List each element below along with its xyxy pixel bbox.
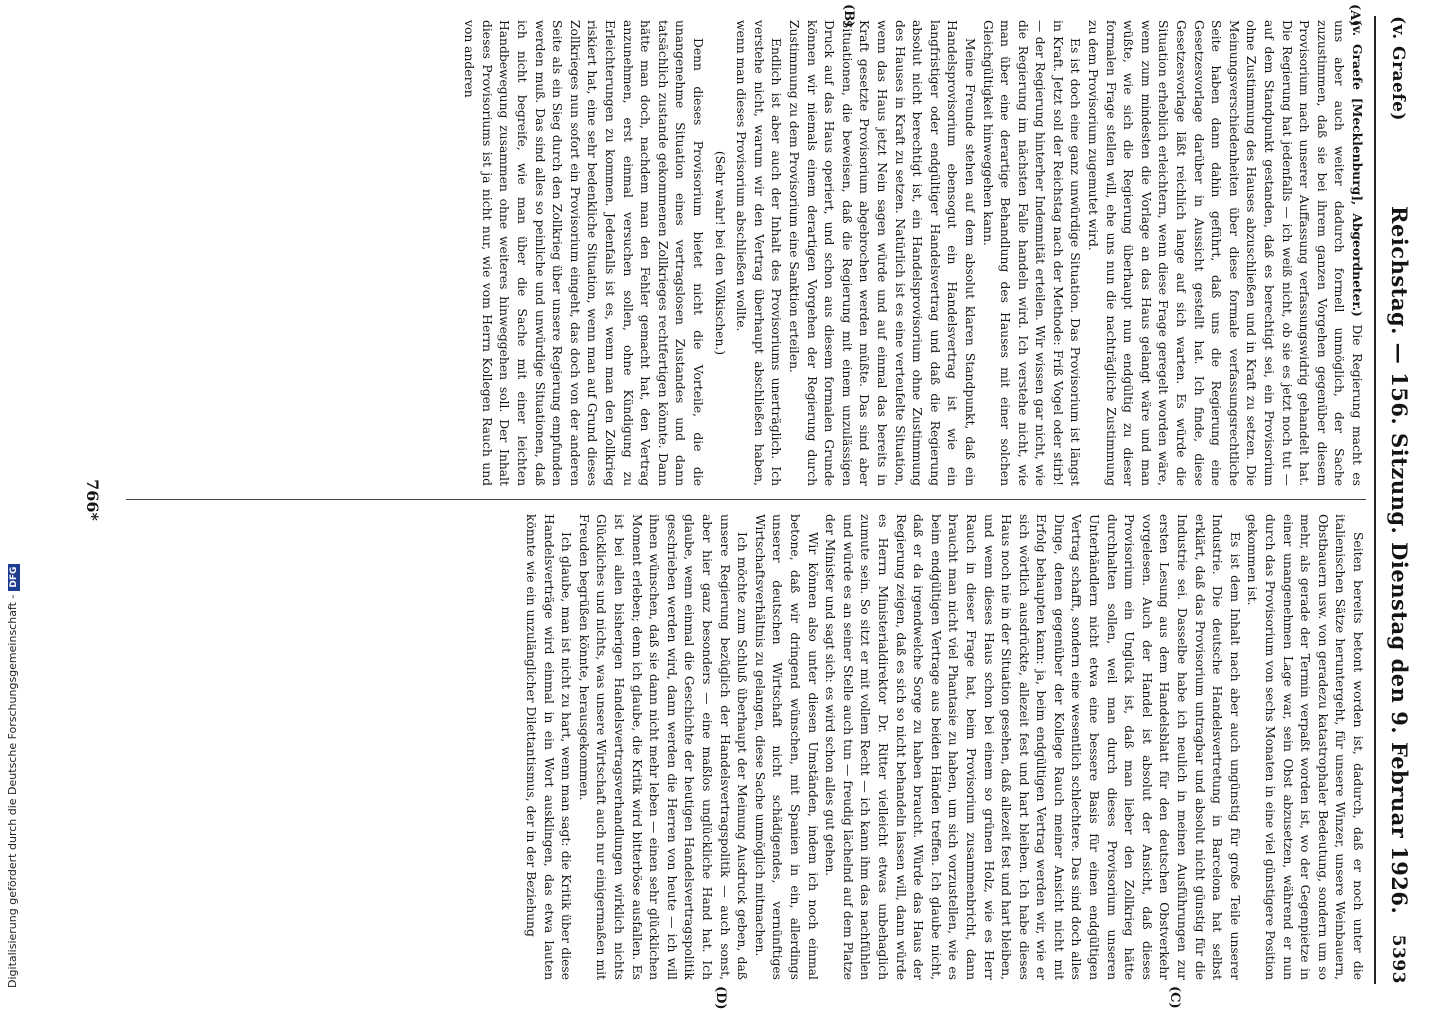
left-column xyxy=(126,20,1366,486)
paragraph: Meine Freunde stehen auf dem absolut klaren Standpunkt, daß ein Handelsprovisorium ebensogut ein Handelsvertrag ist wie ein langfristiger oder endgültiger Handelsvertrag und daß die Regierung absolut nicht berechtigt ist, ein Handelsprovisorium ohne Zustimmung des Hauses in Kraft zu setzen. Natürlich ist es eine verteufelte Situation, wenn das Haus jetzt Nein sagen würde und auf einmal das bereits in Kraft gesetzte Provisorium abgebrochen werden müßte. Das sind aber Situationen, die beweisen, daß die Regierung mit einem unzulässigen Druck auf das Haus operiert, und schon aus diesem formalen Grunde können wir niemals einem derartigen Vorgehen der Regierung durch Zustimmung zu dem Provisorium eine Sanktion erteilen. xyxy=(787,20,977,486)
dfg-logo: DFG xyxy=(8,564,20,591)
margin-mark-d: (D) xyxy=(713,986,728,1010)
header-title: Reichstag. — 156. Sitzung. Dienstag den 9. Februar 1926. xyxy=(1387,206,1412,915)
paragraph: Wir können also unter diesen Umständen, indem ich noch einmal betone, daß wir dringend wünschen, mit Spanien in ein, allerdings unserer deutschen Wirtschaft nicht schädigendes, vernünftiges Wirtschaftsverhältnis zu gelangen, diese Sache unmöglich mitmachen. xyxy=(752,514,820,980)
paragraph: Ich möchte zum Schluß überhaupt der Meinung Ausdruck geben, daß unsere Regierung bezüglich der Handelsvertragspolitik — auch sonst, aber hier ganz besonders — eine maßlos unglückliche Hand hat. Ich glaube, wenn einmal die Geschichte der heutigen Handelsvertragspolitik geschrieben werden wird, dann werden die Herren von heute — ich will ihnen wünschen, daß sie dann nicht mehr leben — einen sehr glücklichen Moment erleben; denn ich glaube, die Kritik wird bitterböse ausfallen. Es ist bei allen bisherigen Handelsvertragsverhandlungen wirklich nichts Glückliches und nichts, was unsere Wirtschaft auch nur einigermaßen mit Freuden begrüßen könnte, herausgekommen. xyxy=(576,514,750,980)
paragraph: Endlich ist aber auch der Inhalt des Provisoriums unerträglich. Ich verstehe nicht, warum wir den Vertrag überhaupt abschließen haben, wenn man dieses Provisorium abschließen wollte. xyxy=(734,20,784,486)
scanned-page xyxy=(38,4,1422,1010)
interjection: (Sehr wahr! bei den Völkischen.) xyxy=(712,150,727,356)
margin-mark-b: (B) xyxy=(841,4,856,28)
paragraph: Ich glaube, man ist nicht zu hart, wenn man sagt: die Kritik über diese Handelsverträge wird einmal in ein Wort ausklingen, das etwa lauten könnte wie ein unzulänglicher Dilettantismus, der in der Beziehung xyxy=(524,514,574,980)
page-header xyxy=(1380,16,1414,984)
credit-text: Digitalisierung gefördert durch die Deutsche Forschungsgemeinschaft - xyxy=(6,594,19,988)
paragraph: Seiten bereits betont worden ist, dadurch, daß er noch unter die italienischen Sätze heruntergeht, für unsere Winzer, unsere Weinbauern, Obstbauern usw. von geradezu katastrophaler Bedeutung, sondern um so mehr, als gerade der Termin verpaßt worden ist, wo der Gegenpietze in einer unangenehmen Lage war, sein Obst abzusetzen, während er nun durch das Provisorium von sechs Monaten in eine viel günstigere Position gekommen ist. xyxy=(1245,514,1365,980)
digitization-credit xyxy=(0,0,19,1000)
header-rule xyxy=(1374,16,1376,984)
margin-mark-a: (A) xyxy=(1347,4,1362,27)
page-footer-mark: 766* xyxy=(83,479,102,521)
paragraph: Es ist dem Inhalt nach aber auch ungünstig für große Teile unserer Industrie. Die deutsche Handelsvertretung in Barcelona hat selbst erklärt, daß das Provisorium untragbar und absolut nicht günstig für die Industrie sei. Dasselbe habe ich neulich in meinen Ausführungen zur ersten Lesung aus dem Handelsblatt für den deutschen Obstverkehr vorgelesen. Auch der Handel ist absolut der Ansicht, daß dieses Provisorium ein Unglück ist, daß man lieber den Zollkrieg hätte durchhalten sollen, weil man durch dieses Provisorium unseren Unterhändlern nicht etwa eine bessere Basis für einen endgültigen Vertrag schafft, sondern eine wesentlich schlechtere. Das sind doch alles Dinge, denen gegenüber der Kollege Rauch meiner Ansicht nicht mit Erfolg behaupten kann: ja, beim endgültigen Vertrag werden wir, wie er sich wörtlich ausdrückte, allezeit fest und hart bleiben. Ich habe dieses Haus noch nie in der Situation gesehen, daß allezeit fest und hart bleiben, und wenn dieses Haus schon bei einem so grünen Holz, wie es Herr Rauch in dieser Frage hat, beim Provisorium zusammenbricht, dann braucht man nicht viel Phantasie zu haben, um sich vorzustellen, wie es beim endgültigen Vertrage aus beiden Händen treffen. Ich glaube nicht, daß er da irgendwelche Sorge zu haben braucht. Würde das Haus der Regierung zeigen, daß es sich so nicht behandeln lassen will, dann würde es Herrn Ministerialdirektor Dr. Ritter vielleicht etwas unbehaglich zumute sein. So sitzt er mit vollem Recht — ich kann ihm das nachfühlen und würde es an seiner Stelle auch tun — freudig lächelnd auf dem Platze der Minister und sagt sich: es wird schon alles gut gehen. xyxy=(823,514,1242,980)
paragraph: Denn dieses Provisorium bietet nicht die Vorteile, die die unangenehme Situation eines vertragslosen Zustandes und dann tatsächlich zustande gekommenen Zollkrieges rechtfertigen könnte. Dann hätte man doch, nachdem man den Fehler gemacht hat, den Vertrag anzunehmen, erst einmal versuchen sollen, ohne Kündigung zu Erleichterungen zu kommen. Jedenfalls ist es, wenn man den Zollkrieg riskiert hat, eine sehr bedenkliche Situation, wenn man auf Grund dieses Zollkrieges nun sofort ein Provisorium eingeht, das doch von der anderen Seite als ein Sieg durch den Zollkrieg über unsere Regierung empfunden werden muß. Das sind alles so peinliche und unwürdige Situationen, daß ich nicht begreife, wie man über die Sache mit einer leichten Handbewegung zusammen ohne weiteres hinweggehen soll. Der Inhalt dieses Provisoriums ist ja nicht nur, wie vom Herrn Kollegen Rauch und von anderen xyxy=(462,20,706,486)
page-number: 5393 xyxy=(1388,934,1408,984)
right-column xyxy=(126,514,1366,980)
page-content xyxy=(38,4,1422,1010)
margin-mark-c: (C) xyxy=(1167,986,1182,1009)
paragraph-text: Die Regierung macht es uns aber auch weiter dadurch formell unmöglich, der Sache zuzustimmen, daß sie bei ihrem ganzen Vorgehen gegenüber diesem Provisorium nach unserer Auffassung verfassungswidrig gehandelt hat. Die Regierung hat jedenfalls — ich weiß nicht, ob sie es jetzt noch tut — auf dem Standpunkt gestanden, daß es berechtigt sei, ein Provisorium ohne Zustimmung des Hauses abzuschließen und in Kraft zu setzen. Die Meinungsverschiedenheiten über diese formale verfassungsrechtliche Seite haben dann dahin geführt, daß uns die Regierung eine Gesetzesvorlage darüber in Aussicht gestellt hat. Ich finde, diese Gesetzesvorlage läßt reichlich lange auf sich warten. Es würde die Situation erheblich erleichtern, wenn diese Frage geregelt worden wäre, wenn zum mindesten die Vorlage an das Haus gelangt wäre und man wüßte, wie sich die Regierung überhaupt nun endgültig zu dieser formalen Frage stellen will, ehe uns nun die nachträgliche Zustimmung zu dem Provisorium zugemutet wird. xyxy=(1086,20,1364,486)
speaker-name: (v. Graefe [Mecklenburg], Abgeordneter.) xyxy=(1350,20,1365,317)
paragraph xyxy=(1084,20,1367,486)
header-left-ref: (v. Graefe) xyxy=(1388,16,1408,122)
paragraph: Es ist doch eine ganz unwürdige Situation. Das Provisorium ist längst in Kraft. Jetzt soll der Reichstag nach der Methode: Friß Vogel oder stirb! — der Regierung hinterher Indemnität erteilen. Wir wissen gar nicht, wie die Regierung im nächsten Falle handeln wird. Ich verstehe nicht, wie man über eine derartige Behandlung des Hauses mit einer solchen Gleichgültigkeit hinweggehen kann. xyxy=(980,20,1083,486)
column-divider xyxy=(126,499,1366,500)
